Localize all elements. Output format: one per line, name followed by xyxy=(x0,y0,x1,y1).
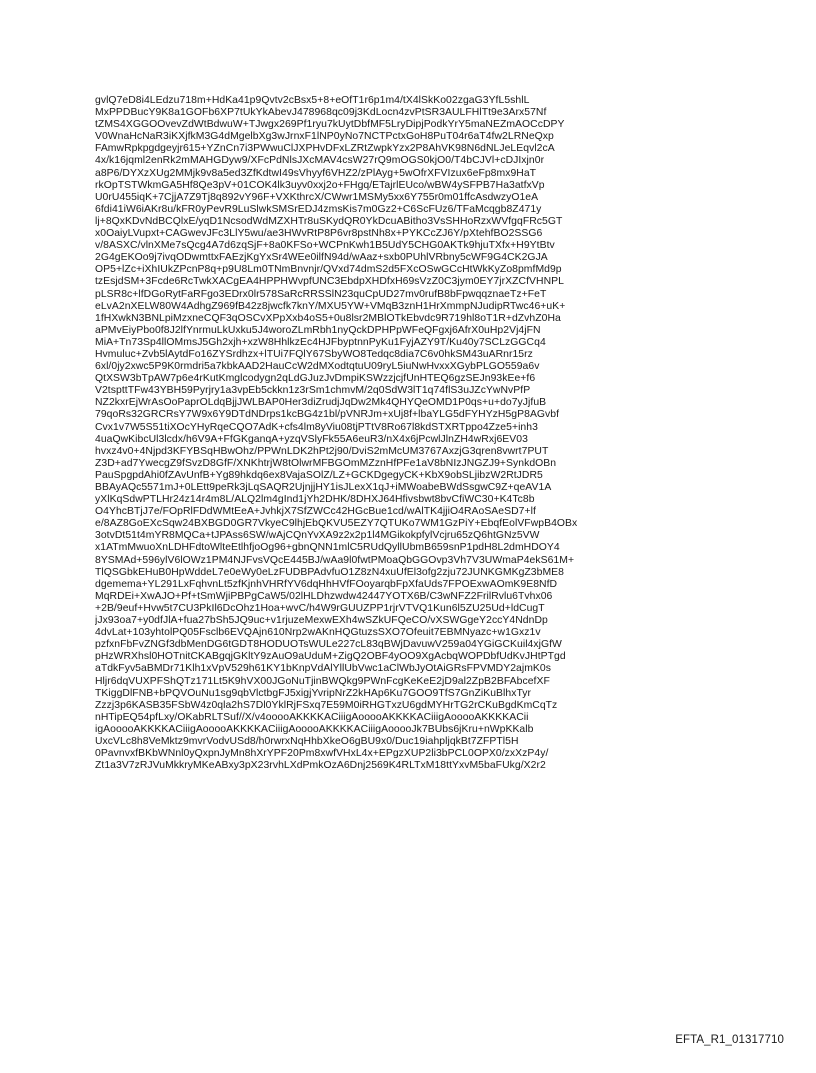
encoded-line: MqRDEi+XwAJO+Pf+tSmWjiPBPgCaW5/02lHLDhzwdw42447YOTX6B/C3wNFZ2FrilRvlu6Tvhx06 xyxy=(95,590,553,602)
encoded-line: Zzzj3p6KASB35FSbW4z0qla2hS7Dl0YklRjFSxq7E59M0iRHGTxzU6gdMYHrTG2rCKuBgdKmCqTz xyxy=(95,699,558,711)
encoded-line: dgemema+YL291LxFqhvnLt5zfKjnhVHRfYV6dqHhHVfFOoyarqbFpXfaUds7FPOExwAOmK9E8NfD xyxy=(95,578,558,590)
encoded-line: 6xl/0jy2xwc5P9K0rmdri5a7kbkAAD2HauCcW2dMXodtqtuU09ryL5iuNwHvxxXGybPLGO559a6v xyxy=(95,361,540,373)
encoded-line: 6fdi41iW6iAKr8u/kFR0yPevR9LuSlwkSMSrEDJ4zmsKis7m0Gz2+C6ScFUz6/TFaMcqgb8Z471y xyxy=(95,203,542,215)
encoded-line: MiA+Tn73Sp4llOMmsJ5Gh2xjh+xzW8HhlkzEc4HJFbyptnnPyKu1FyjAZY9T/Ku40y7SCLzGGCq4 xyxy=(95,336,546,348)
encoded-line: QtXSW3bTpAW7p6e4rKutKmglcodygn2qLdGJuzJvDmpiKSWzzjcjfUnHTEQ6gzSEJn93kEe+f6 xyxy=(95,373,536,385)
encoded-line: aPMvEiyPbo0f8J2lfYnrmuLkUxku5J4woroZLmRbh1nyQckDPHPpWFeQFgxj6AfrX0uHp2Vj4jFN xyxy=(95,324,541,336)
encoded-line: pHzWRXhsl0HOTnitCKABgqjGKltY9zAuO9aUduM+ZigQ2OBF4yOO9XgAcbqWOPDbfUdKvJHtPTgd xyxy=(95,651,566,663)
encoded-line: TKiggDlFNB+bPQVOuNu1sg9qbVlctbgFJ5xigjYvripNrZ2kHAp6Ku7GOO9TfS7GnZiKuBlhxTyr xyxy=(95,687,532,699)
encoded-line: hvxz4v0+4Njpd3KFYBSqHBwOhz/PPWnLDK2hPt2j90/DviS2mMcUM3767AxzjG3qren8vwrt7PUT xyxy=(95,445,549,457)
encoded-line: 8YSMAd+596ylV6lOWz1PM4NJFvsVQcE445BJ/wAa9l0fwtPMoaQbGGOvp3Vh7V3UWmaP4ekS61M+ xyxy=(95,554,575,566)
encoded-line: Zt1a3V7zRJVuMkkryMKeABxy3pX23rvhLXdPmkOzA6Dnj2569K4RLTxM18ttYxvM5baFUkg/X2r2 xyxy=(95,760,546,772)
encoded-line: Hvmuluc+Zvb5lAytdFo16ZYSrdhzx+lTUi7FQlY67SbyWO8Tedqc8dia7C6v0hkSM43uARnr15rz xyxy=(95,348,533,360)
encoded-line: UxcVLc8h8VeMktz9mvrVodvUSd8/h0rwrxNqHhbXkeO6gBU9x0/Duc19iahpljqkBt7ZFPTl5H xyxy=(95,735,519,747)
encoded-line: V2tspttTFw43YBH59Pyrjry1a3vpEb5ckkn1z3rSm1chmvM/2q0SdW3lT1q74flS3uJZcYwNvPfP xyxy=(95,385,531,397)
encoded-line: yXlKqSdwPTLHr24z14r4m8L/ALQ2lm4gInd1jYh2DHK/8DHXJ64Hfivsbwt8bvCfiWC30+K4Tc8b xyxy=(95,494,535,506)
encoded-line: Hljr6dqVUXPFShQTz171Lt5K9hVX00JGoNuTjinBWQkg9PWnFcgKeKeE2jD9al2ZpB2BFAbcefXF xyxy=(95,675,550,687)
encoded-line: 79qoRs32GRCRsY7W9x6Y9DTdNDrps1kcBG4z1bl/pVNRJm+xUj8f+lbaYLG5dFYHYzH5gP8AGvbf xyxy=(95,409,560,421)
encoded-line: U0rU455iqK+7CjjA7Z9Tj8q892vY96F+VXKthrcX/CWwr1MSMy5xx6Y755r0m01ffcAsdwzyO1eA xyxy=(95,191,539,203)
document-id-footer: EFTA_R1_01317710 xyxy=(675,1034,784,1046)
encoded-line: 2G4gEKOo9j7ivqODwmttxFAEzjKgYxSr4WEe0ilfN94d/wAaz+sxb0PUhlVRbny5cWF9G4CK2GJA xyxy=(95,252,548,264)
encoded-line: PauSpgpdAhi0fZAvUnfB+Yg89hkdq6ex8VajaSOlZ/LZ+GCKDgegyCK+KbX9obSLjibzW2RtJDR5 xyxy=(95,469,543,481)
encoded-line: BBAyAQc5571mJ+0LEtt9peRk3jLqSAQR2UjnjjHY1isJLexX1qJ+iMWoabeBWdSsgwC9Z+qeAV1A xyxy=(95,482,552,493)
encoded-line: nHTipEQ54pfLxy/OKabRLTSuf//X/v4ooooAKKKKACiiigAooooAKKKKACiiigAooooAKKKKACii xyxy=(95,711,529,723)
encoded-line: O4YhcBTjJ7e/FOpRlFDdWMtEeA+JvhkjX7SfZWCc42HGcBue1cd/wAlTK4jjiO4RAoSAeSD7+lf xyxy=(95,506,536,518)
encoded-text-block xyxy=(95,95,715,772)
encoded-line: +2B/9euf+Hvw5t7CU3PkIl6DcOhz1Hoa+wvC/h4W9rGUUZPP1rjrVTVQ1Kun6l5ZU25Ud+ldCugT xyxy=(95,602,545,614)
encoded-line: x1ATmMwuoXnLDHFdtoWlteEtlhfjoOg96+gbnQNN1mlC5RUdQyllUbmB659snP1pdH8L2dmHDOY4 xyxy=(95,542,560,554)
encoded-line: 1fHXwkN3BNLpiMzxneCQF3qOSCvXPpXxb4oS5+0u8lsr2MBlOTkEbvdc9R719hl8oT1R+dZvhZ0Ha xyxy=(95,312,561,324)
encoded-line: 0PavnvxfBKbWNnl0yQxpnJyMn8hXrYPF20Pm8xwfVHxL4x+EPgzXUP2li3bPCL0OPX0/zxXzP4y/ xyxy=(95,748,549,760)
encoded-line: pzfxnFbFvZNGf3dbMenDG6tGDT8HODUOTsWULe227cL83qBWjDavuwV259a04YGiGCKuil4xjGfW xyxy=(95,639,562,651)
encoded-line: 4uaQwKibcUl3lcdx/h6V9A+FfGKganqA+yzqVSlyFk55A6euR3/nX4x6jPcwlJlnZH4wRxj6EV03 xyxy=(95,433,528,445)
encoded-line: V0WnaHcNaR3iKXjfkM3G4dMgelbXg3wJrnxF1lNP0yNo7NCTPctxGoH8PuT04r6aT4fw2LRNeQxp xyxy=(95,131,554,143)
encoded-line: tzEsjdSM+3Fcde6RcTwkXACgEA4HPPHWvpfUNC3EbdpXHDfxH69sVzZ0C3jym0EY7jrXZCfVHNPL xyxy=(95,276,564,288)
encoded-line: lj+8QxKDvNdBCQlxE/yqD1NcsodWdMZXHTr8uSKydQR0YkDcuABitho3VsSHHoRzxWVfgqFRc5GT xyxy=(95,215,563,227)
encoded-line: gvlQ7eD8i4LEdzu718m+HdKa41p9Qvtv2cBsx5+8+eOfT1r6p1m4/tX4lSkKo02zgaG3YfL5shlL xyxy=(95,95,530,106)
encoded-line: 4dvLat+103yhtolPQ05Fsclb6EVQAjn610Nrp2wAKnHQGtuzsSXO7Ofeuit7EBMNyazc+w1Gxz1v xyxy=(95,627,541,639)
encoded-line: OP5+lZc+iXhIUkZPcnP8q+p9U8Lm0TNmBnvnjr/QVxd74dmS2d5FXcOSwGCcHtWkKyZo8pmfMd9p xyxy=(95,264,562,276)
encoded-line: jJx93oa7+y0dfJlA+fua27bSh5JQ9uc+v1rjuzeMexwEXh4wSZkUFQeCO/vXSWGgeY2ccY4NdnDp xyxy=(95,615,548,627)
encoded-line: rkOpTSTWkmGA5Hf8Qe3pV+01COK4lk3uyv0xxj2o+FHgq/ETajrlEUco/wBW4ySFPB7Ha3atfxVp xyxy=(95,179,545,191)
encoded-line: Z3D+ad7YwecgZ9fSvzD8GfF/XNKhtrjW8tOlwrMFBGOmMZznHfPFe1aV8bNIzJNGZJ9+SynkdOBn xyxy=(95,457,557,469)
encoded-line: NZ2kxrEjWrAsOoPaprOLdqBjjJWLBAP0Her3diZrudjJqDw2Mk4QHYQeOMD1P0qs+u+do7yJjfuB xyxy=(95,397,547,409)
encoded-line: pLSR8c+lfDGoRytFaRFgo3EDrx0lr578SaRcRRSSlN23quCpUD27mv0rufB8bFpwqqznaeTz+FeT xyxy=(95,288,547,300)
encoded-line: MxPPDBucY9K8a1GOFb6XP7tUkYkAbevJ478968qc09j3KdLocn4zvPtSR3AULFHlTt9e3Arx57Nf xyxy=(95,107,547,119)
encoded-line: aTdkFyv5aBMDr71Klh1xVpV529h61KY1bKnpVdAlYllUbVwc1aClWbJyOtAiGRsFPVMDY2ajmK0s xyxy=(95,663,551,675)
encoded-line: FAmwRpkpgdgeyjr615+YZnCn7i3PWwuClJXPHvDFxLZRtZwpkYzx2P8AhVK98N6dNLJeLEqvl2cA xyxy=(95,143,555,155)
encoded-line: x0OaiyLVupxt+CAGwevJFc3LlY5wu/ae3HWvRtP8P6vr8pstNh8x+PYKCcZJ6Y/pXtehfBO2SSG6 xyxy=(95,228,543,240)
encoded-line: eLvA2nXELW80W4AdhgZ969fB42z8jwcfk7knY/MXU5YW+VMqB3znH1HrXmmpNJudipRTwc46+uK+ xyxy=(95,300,566,312)
encoded-line: 3otvDt51t4mYR8MQCa+tJPAss6SW/wAjCQnYvXA9z2x2p1l4MGikokpfylVcjru65zQ6htGNz5VW xyxy=(95,530,540,542)
encoded-line: TlQSGbkEHuB0HpWddeL7e0eWy0eLzFUDBPAdvfuO1Z8zN4xuUfEl3ofg2zju72JUNKGMKgZ3bME8 xyxy=(95,566,564,578)
encoded-line: igAooooAKKKKACiiigAooooAKKKKACiiigAooooAKKKKACiiigAooooJk7BUbs6jKru+nWpKKalb xyxy=(95,723,534,735)
encoded-line: a8P6/DYXzXUg2MMjk9v8a5ed3ZfKdtwI49sVhyyf6VHZ2/zPlAyg+5wOfrXFVIzux6eFp8mx9HaT xyxy=(95,167,537,179)
encoded-line: v/8ASXC/vlnXMe7sQcg4A7d6zqSjF+8a0KFSo+WCPnKwh1B5UdY5CHG0AKTk9hjuTXfx+H9YtBtv xyxy=(95,240,555,252)
encoded-line: Cvx1v7W5S51tiXOcYHyRqeCQO7AdK+cfs4lm8yViu08tjPTtV8Ro67l8kdSTXRTppo4Zze5+inh3 xyxy=(95,421,538,433)
encoded-line: e/8AZ8GoEXcSqw24BXBGD0GR7VkyeC9lhjEbQKVU5EZY7QTUKo7WM1GzPiY+EbqfEolVFwpB4OBx xyxy=(95,518,578,530)
encoded-line: tZMS4XGGOOvevZdWtBdwuW+TJwgx269Pf1ryu7kUytDbfMF5LryDipjPodkYrY5maNEZmAOCcDPY xyxy=(95,119,565,131)
encoded-line: 4x/k16jqml2enRk2mMAHGDyw9/XFcPdNlsJXcMAV4csW27rQ9mOGS0kjO0/T4bCJVl+cDJIxjn0r xyxy=(95,155,545,167)
